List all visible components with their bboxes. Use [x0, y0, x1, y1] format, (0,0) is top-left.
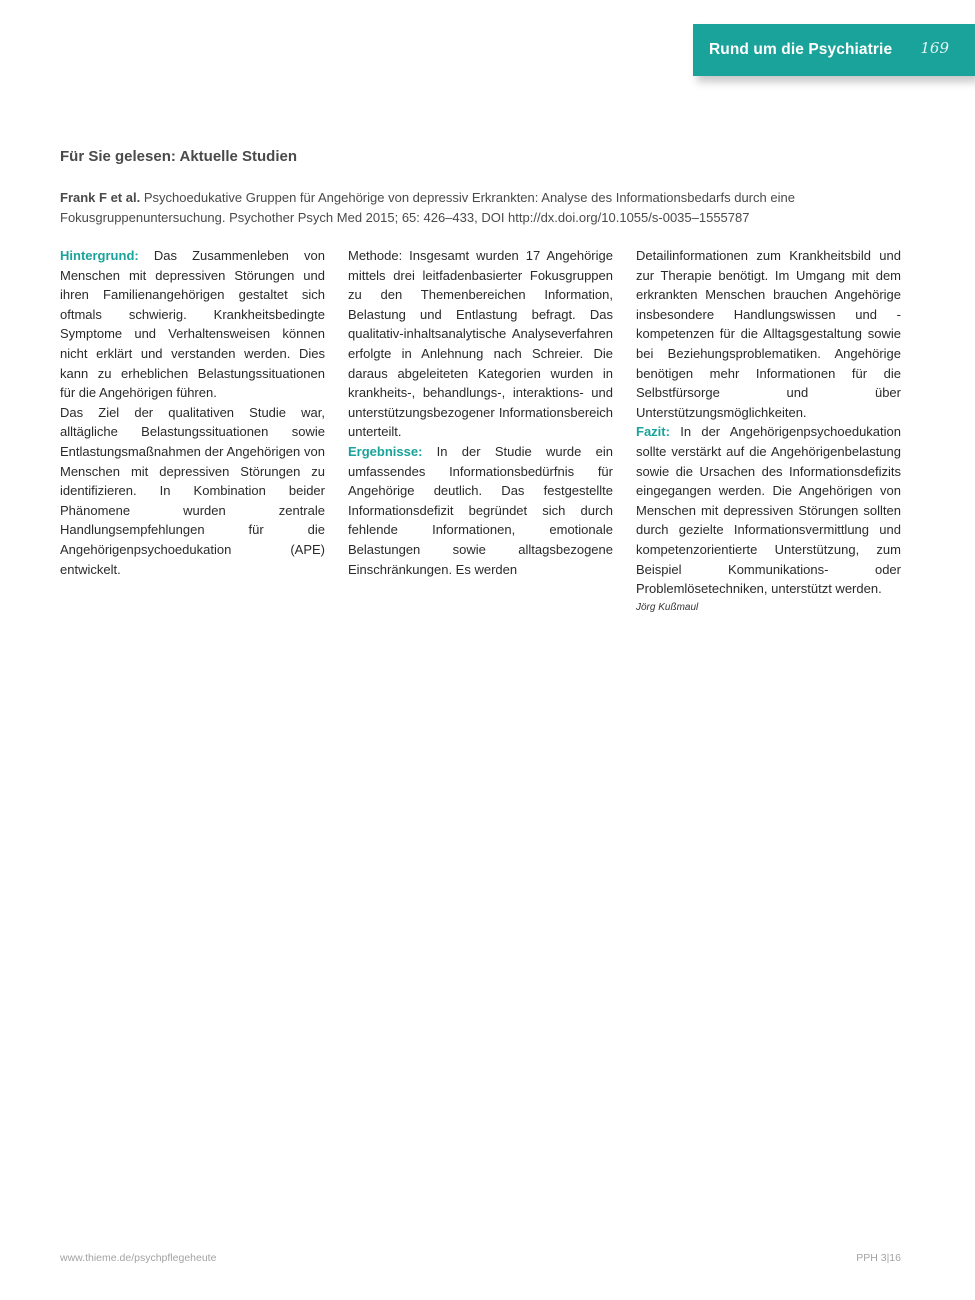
- article-column-1: [60, 246, 325, 579]
- ergebnisse-paragraph: [348, 442, 613, 579]
- article-section-heading: Für Sie gelesen: Aktuelle Studien: [60, 148, 297, 165]
- hintergrund-label: Hintergrund:: [60, 248, 139, 263]
- article-column-3: [636, 246, 901, 617]
- citation-details: Psychoedukative Gruppen für Angehörige von depressiv Erkrankten: Analyse des Informationsbedarfs durch eine Fokusgruppenuntersuchung. Psychother Psych Med 2015; 65: 426–433, DOI http://dx.doi.org/10.1055/s-0035–1555787: [60, 190, 795, 225]
- hintergrund-paragraph: [60, 246, 325, 403]
- section-title: Rund um die Psychiatrie: [709, 41, 893, 58]
- article-citation: [60, 188, 905, 228]
- ergebnisse-label: Ergebnisse:: [348, 443, 423, 459]
- ergebnisse-paragraph-continued: Detailinformationen zum Krankheitsbild und zur Therapie benötigt. Im Umgang mit dem erkrankten Menschen brauchen Angehörige insbesondere Handlungswissen und -kompetenzen für die Alltagsgestaltung sowie bei Beziehungsproblematiken. Angehörige benötigen mehr Informationen für die Selbstfürsorge und über Unterstützungsmöglichkeiten.: [636, 248, 901, 420]
- ziel-paragraph: Das Ziel der qualitativen Studie war, alltägliche Belastungssituationen sowie Entlastungsmaßnahmen der Angehörigen von Menschen mit depressiven Störungen zu identifizieren. In Kombination beider Phänomene wurden zentrale Handlungsempfehlungen für die Angehörigenpsychoedukation (APE) entwickelt.: [60, 404, 325, 577]
- author-signature: Jörg Kußmaul: [636, 601, 699, 613]
- citation-authors: Frank F et al.: [60, 190, 141, 205]
- ergebnisse-text: In der Studie wurde ein umfassendes Informationsbedürfnis für Angehörige deutlich. Das festgestellte Informationsdefizit begründet sich durch fehlende Informationen, emotionale Belastungen sowie alltagsbezogene Einschränkungen. Es werden: [348, 443, 613, 577]
- fazit-label: Fazit:: [636, 424, 670, 440]
- section-header-tab: [693, 24, 975, 76]
- footer-issue: PPH 3|16: [856, 1252, 901, 1264]
- fazit-paragraph: [636, 422, 901, 598]
- footer-website: www.thieme.de/psychpflegeheute: [60, 1252, 217, 1264]
- article-column-2: [348, 246, 613, 579]
- hintergrund-text: Das Zusammenleben von Menschen mit depressiven Störungen und ihren Familienangehörigen gestaltet sich oftmals schwierig. Krankheitsbedingte Symptome und Verhaltensweisen können nicht erklärt und verstanden werden. Dies kann zu erheblichen Belastungssituationen für die Angehörigen führen.: [60, 248, 325, 401]
- fazit-text: In der Angehörigenpsychoedukation sollte verstärkt auf die Angehörigenbelastung sowie die Ursachen des Informationsdefizits eingegangen werden. Die Angehörigen von Menschen mit depressiven Störungen sollten durch gezielte Informationsvermittlung und kompetenzorientierte Unterstützung, zum Beispiel Kommunikations- oder Problemlösetechniken, unterstützt werden.: [636, 424, 901, 597]
- methode-paragraph-continued: Methode: Insgesamt wurden 17 Angehörige mittels drei leitfadenbasierter Fokusgruppen zu den Themenbereichen Information, Belastung und Entlastung befragt. Das qualitativ-inhaltsanalytische Analyseverfahren erfolgte in Anlehnung nach Schreier. Die daraus abgeleiteten Kategorien wurden in krankheits-, behandlungs-, interaktions- und unterstützungsbezogener Informationsbereich unterteilt.: [348, 248, 613, 440]
- page-number: 169: [920, 39, 949, 57]
